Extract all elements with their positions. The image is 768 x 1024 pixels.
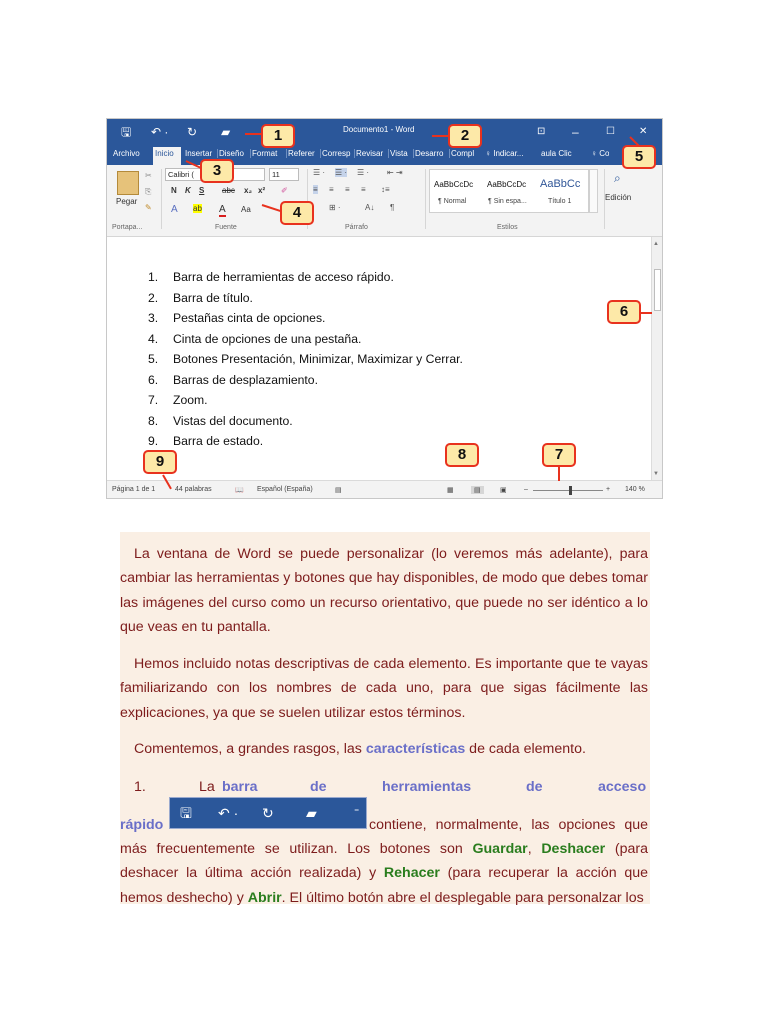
bold-button[interactable]: N bbox=[171, 186, 177, 195]
multilevel-icon[interactable]: ☰ · bbox=[357, 168, 370, 177]
open-folder-icon[interactable]: ▰ bbox=[221, 125, 231, 139]
list-item: 3. Pestañas cinta de opciones. bbox=[148, 311, 326, 325]
group-clipboard-label: Portapa... bbox=[112, 224, 143, 231]
maximize-button[interactable]: ☐ bbox=[606, 126, 615, 137]
callout-1: 1 bbox=[261, 124, 295, 148]
borders-icon[interactable]: ⊞ · bbox=[329, 203, 341, 212]
italic-button[interactable]: K bbox=[185, 186, 191, 195]
scroll-thumb[interactable] bbox=[654, 269, 661, 311]
close-button[interactable]: ✕ bbox=[639, 126, 648, 137]
styles-scroll[interactable] bbox=[589, 169, 598, 213]
tab-formato[interactable]: Format bbox=[250, 149, 285, 158]
callout-3: 3 bbox=[200, 159, 234, 183]
callout-8: 8 bbox=[445, 443, 479, 467]
font-color-icon[interactable]: A bbox=[219, 204, 226, 215]
divider bbox=[161, 169, 162, 229]
user-account[interactable]: aula Clic bbox=[541, 149, 572, 158]
align-left-icon[interactable]: ≡ bbox=[313, 185, 318, 194]
style-nospacing-sample[interactable]: AaBbCcDc bbox=[487, 180, 527, 189]
tab-desarrollador[interactable]: Desarro bbox=[413, 149, 448, 158]
sort-icon[interactable]: A↓ bbox=[365, 203, 375, 212]
language[interactable]: Español (España) bbox=[257, 486, 313, 493]
list-item: 8. Vistas del documento. bbox=[148, 413, 293, 428]
format-painter-icon[interactable]: ✎ bbox=[145, 203, 152, 212]
zoom-out-button[interactable]: – bbox=[524, 486, 528, 493]
style-normal-name[interactable]: ¶ Normal bbox=[438, 198, 467, 205]
editing-label[interactable]: Edición bbox=[605, 193, 632, 202]
underline-button[interactable]: S bbox=[199, 186, 205, 195]
font-size-combo[interactable]: 11 bbox=[269, 168, 299, 181]
numbering-icon[interactable]: ☰ · bbox=[335, 168, 348, 177]
paste-label[interactable]: Pegar bbox=[116, 197, 138, 206]
change-case-button[interactable]: Aa bbox=[241, 205, 251, 214]
align-right-icon[interactable]: ≡ bbox=[345, 185, 350, 194]
strikethrough-button[interactable]: abc bbox=[222, 186, 235, 195]
list-item: 1. Barra de herramientas de acceso rápido. bbox=[148, 270, 394, 284]
show-marks-button[interactable]: ¶ bbox=[390, 203, 395, 212]
redo-icon: ↻ bbox=[262, 805, 274, 821]
list-item: 7. Zoom. bbox=[148, 393, 208, 407]
document-list bbox=[148, 270, 463, 455]
tab-correspondencia[interactable]: Corresp bbox=[320, 149, 353, 158]
style-heading1-name[interactable]: Título 1 bbox=[548, 198, 572, 205]
list-item: 4. Cinta de opciones de una pestaña. bbox=[148, 331, 362, 346]
paragraph-qat-line1: 1. La barra de herramientas de acceso bbox=[134, 779, 647, 795]
callout-9: 9 bbox=[143, 450, 177, 474]
read-mode-icon[interactable]: ▦ bbox=[447, 487, 454, 494]
find-icon[interactable]: ⌕ bbox=[614, 171, 621, 185]
indent-icon[interactable]: ⇤ ⇥ bbox=[387, 168, 403, 177]
save-icon[interactable]: 🖫 bbox=[121, 125, 132, 139]
superscript-button[interactable]: x² bbox=[258, 186, 266, 195]
open-folder-icon: ▰ bbox=[306, 805, 317, 821]
align-center-icon[interactable]: ≡ bbox=[329, 185, 334, 194]
clear-format-icon[interactable]: ✐ bbox=[281, 186, 288, 195]
callout-2: 2 bbox=[448, 124, 482, 148]
paragraph-qat-buttons: más frecuentemente se utilizan. Los botones son Guardar, Deshacer (para deshacer la última acción realizada) y Rehacer (para recuperar la acción que hemos deshecho) y Abrir. El último botón abre el desplegable para personalzar los bbox=[120, 841, 649, 906]
status-bar bbox=[107, 480, 662, 498]
divider bbox=[425, 169, 426, 229]
word-count[interactable]: 44 palabras bbox=[175, 486, 212, 493]
scroll-down-icon[interactable]: ▼ bbox=[653, 471, 659, 477]
group-font-label: Fuente bbox=[215, 224, 237, 231]
save-icon: 🖫 bbox=[180, 805, 192, 821]
document-title: Documento1 - Word bbox=[343, 125, 415, 134]
zoom-slider[interactable] bbox=[533, 490, 603, 491]
callout-5: 5 bbox=[622, 145, 656, 169]
share-button[interactable]: ♀ Co bbox=[591, 149, 610, 158]
style-nospacing-name[interactable]: ¶ Sin espa... bbox=[488, 198, 527, 205]
style-normal-sample[interactable]: AaBbCcDc bbox=[434, 180, 474, 189]
tab-complementos[interactable]: Compl bbox=[449, 149, 480, 158]
paragraph-characteristics: Comentemos, a grandes rasgos, las características de cada elemento. bbox=[134, 741, 586, 757]
undo-icon: ↶ · bbox=[218, 805, 239, 821]
undo-icon[interactable]: ↶ · bbox=[151, 125, 169, 139]
tab-diseno[interactable]: Diseño bbox=[217, 149, 248, 158]
tab-referencias[interactable]: Referer bbox=[286, 149, 319, 158]
web-layout-icon[interactable]: ▣ bbox=[500, 487, 507, 494]
zoom-slider-thumb[interactable] bbox=[569, 486, 572, 495]
vertical-scrollbar[interactable] bbox=[651, 237, 662, 480]
ribbon-options-icon[interactable]: ⊡ bbox=[537, 126, 546, 137]
line-spacing-icon[interactable]: ↕≡ bbox=[381, 185, 390, 194]
customize-dropdown-icon: ⁼ bbox=[354, 807, 360, 818]
subscript-button[interactable]: x₂ bbox=[244, 186, 253, 195]
tab-insertar[interactable]: Insertar bbox=[185, 149, 213, 158]
print-layout-icon[interactable]: ▤ bbox=[471, 486, 484, 494]
ribbon-inicio bbox=[107, 165, 662, 237]
tab-revisar[interactable]: Revisar bbox=[354, 149, 386, 158]
paragraph-qat-line2: rápido contiene, normalmente, las opciones que bbox=[120, 817, 648, 833]
title-bar bbox=[107, 119, 662, 145]
paragraph-notes: Hemos incluido notas descriptivas de cada elemento. Es importante que te vayas familiarizando con los nombres de cada uno, para que sigas fácilmente las explicaciones, ya que se suelen utilizar estos términos. bbox=[120, 656, 648, 721]
group-paragraph-label: Párrafo bbox=[345, 224, 368, 231]
justify-icon[interactable]: ≡ bbox=[361, 185, 366, 194]
tab-vista[interactable]: Vista bbox=[388, 149, 412, 158]
tab-inicio[interactable]: Inicio bbox=[153, 147, 181, 165]
cut-icon[interactable]: ✂ bbox=[145, 171, 152, 180]
characteristics-link[interactable]: características bbox=[365, 741, 466, 757]
list-item: 5. Botones Presentación, Minimizar, Maximizar y Cerrar. bbox=[148, 352, 463, 366]
callout-pointer bbox=[558, 467, 560, 481]
copy-icon[interactable]: ⎘ bbox=[145, 187, 152, 196]
zoom-in-button[interactable]: + bbox=[606, 486, 611, 493]
list-item: 6. Barras de desplazamiento. bbox=[148, 372, 318, 387]
bullets-icon[interactable]: ☰ · bbox=[313, 168, 326, 177]
font-name-combo[interactable]: Calibri ( bbox=[165, 168, 265, 181]
page-count[interactable]: Página 1 de 1 bbox=[112, 486, 156, 493]
minimize-button[interactable]: – bbox=[572, 125, 579, 139]
highlight-icon[interactable]: ab bbox=[193, 204, 202, 213]
paragraph-intro: La ventana de Word se puede personalizar (lo veremos más adelante), para cambiar las herramientas y botones que hay disponibles, de modo que debes tomar las imágenes del curso como un recurso orientativo, que puede no ser idéntico a lo que veas en tu pantalla. bbox=[120, 546, 648, 636]
list-item: 9. Barra de estado. bbox=[148, 434, 264, 448]
callout-4: 4 bbox=[280, 201, 314, 225]
tab-archivo[interactable]: Archivo bbox=[113, 149, 140, 158]
list-item: 2. Barra de título. bbox=[148, 290, 253, 305]
tutorial-panel bbox=[120, 532, 650, 904]
text-effects-icon[interactable]: A bbox=[171, 204, 178, 215]
callout-pointer bbox=[640, 312, 652, 314]
group-styles-label: Estilos bbox=[497, 224, 518, 231]
style-heading1-sample[interactable]: AaBbCc bbox=[540, 178, 581, 190]
tell-me-search[interactable]: ♀ Indicar... bbox=[485, 149, 524, 158]
callout-6: 6 bbox=[607, 300, 641, 324]
styles-gallery bbox=[429, 169, 589, 213]
proofing-icon[interactable]: 📖 bbox=[235, 487, 244, 494]
callout-7: 7 bbox=[542, 443, 576, 467]
paste-icon[interactable] bbox=[117, 171, 139, 195]
macro-icon[interactable]: ▤ bbox=[335, 487, 342, 494]
redo-icon[interactable]: ↻ bbox=[187, 125, 198, 139]
share-label: Co bbox=[599, 149, 610, 158]
scroll-up-icon[interactable]: ▲ bbox=[653, 241, 659, 247]
zoom-level[interactable]: 140 % bbox=[625, 486, 645, 493]
quick-access-toolbar-image bbox=[169, 797, 367, 829]
